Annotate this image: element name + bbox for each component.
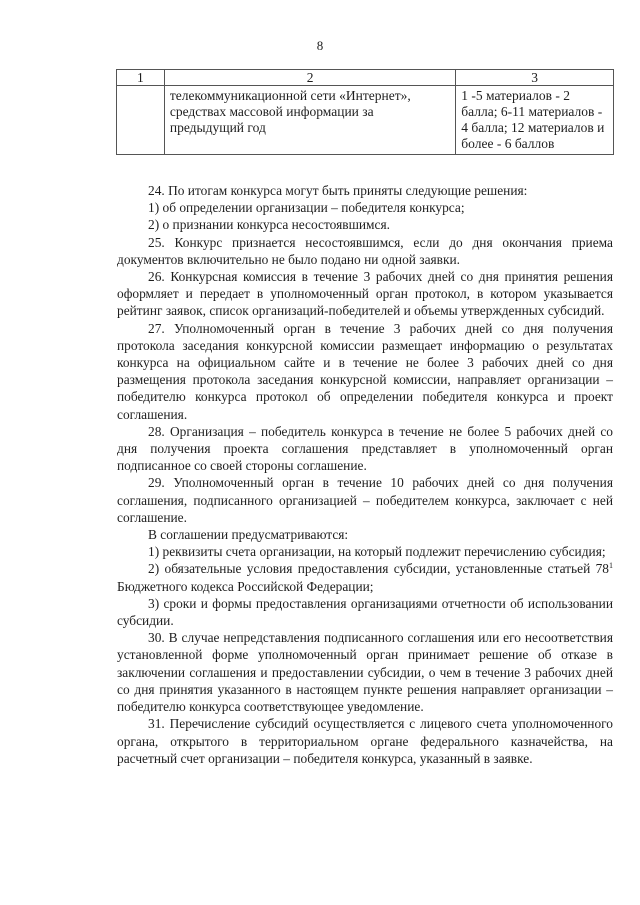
list-item: 2) о признании конкурса несостоявшимся. bbox=[148, 217, 390, 233]
article-superscript: 1 bbox=[609, 561, 613, 571]
paragraph-27: 27. Уполномоченный орган в течение 3 рабочих дней со дня получения протокола заседания конкурсной комиссии размещает информацию о результатах конкурса на официальном сайте и в течение не более 3 рабочих дней со дня размещения протокола заседания конкурсной комиссии, направляет организации – победителю конкурса протокол об определении победителя конкурса и проект соглашения. bbox=[117, 320, 613, 422]
list-item-text: 2) обязательные условия предоставления субсидии, установленные статьей 78 bbox=[148, 561, 609, 577]
list-item: 1) реквизиты счета организации, на который подлежит перечислению субсидия; bbox=[148, 544, 606, 560]
paragraph-30: 30. В случае непредставления подписанного соглашения или его несоответствия установленной форме уполномоченный орган принимает решение об отказе в заключении соглашения и предоставлении субсидии, о чем в течение 3 рабочих дней со дня принятия указанного в настоящем пункте решения направляет организации – победителю конкурса соответствующее уведомление. bbox=[117, 630, 613, 715]
paragraph-28: 28. Организация – победитель конкурса в течение не более 5 рабочих дней со дня получения проекта соглашения представляет в уполномоченный орган подписанное со своей стороны соглашение. bbox=[117, 423, 613, 474]
table-header-cell: 1 bbox=[117, 70, 165, 86]
document-body bbox=[117, 182, 613, 767]
table-header-row bbox=[117, 70, 614, 86]
list-item: 1) об определении организации – победителя конкурса; bbox=[148, 200, 465, 216]
criteria-table bbox=[116, 69, 614, 155]
paragraph-25: 25. Конкурс признается несостоявшимся, если до дня окончания приема документов включительно не было подано ни одной заявки. bbox=[117, 234, 613, 267]
table-cell-score bbox=[456, 86, 614, 155]
table-header-cell: 3 bbox=[456, 70, 614, 86]
page-number: 8 bbox=[316, 38, 324, 53]
paragraph-26: 26. Конкурсная комиссия в течение 3 рабочих дней со дня принятия решения оформляет и передает в уполномоченный орган протокол, в котором указывается рейтинг заявок, список организаций-победителей и объемы утвержденных субсидий. bbox=[117, 269, 613, 319]
agreement-intro: В соглашении предусматриваются: bbox=[148, 527, 349, 543]
paragraph-31: 31. Перечисление субсидий осуществляется с лицевого счета уполномоченного органа, открытого в территориальном органе федерального казначейства, на расчетный счет организации – победителя конкурса, указанный в заявке. bbox=[117, 716, 613, 766]
score-text: 1 -5 материалов - 2 балла; 6-11 материалов - 4 балла; 12 материалов и более - 6 баллов bbox=[461, 88, 605, 151]
table-header-cell: 2 bbox=[164, 70, 455, 86]
list-item: 3) сроки и формы предоставления организациями отчетности об использовании субсидии. bbox=[117, 595, 613, 629]
paragraph-24: 24. По итогам конкурса могут быть приняты следующие решения: bbox=[148, 183, 528, 198]
list-item-text: Бюджетного кодекса Российской Федерации; bbox=[117, 578, 374, 594]
table-cell-number bbox=[117, 86, 165, 155]
criterion-text: телекоммуникационной сети «Интернет», средствах массовой информации за предыдущий год bbox=[169, 88, 411, 135]
table-row bbox=[117, 86, 614, 155]
table-cell-criterion bbox=[164, 86, 455, 155]
list-item bbox=[117, 560, 613, 594]
paragraph-29: 29. Уполномоченный орган в течение 10 рабочих дней со дня получения соглашения, подписанного организацией – победителем конкурса, заключает с ней соглашение. bbox=[117, 475, 613, 525]
